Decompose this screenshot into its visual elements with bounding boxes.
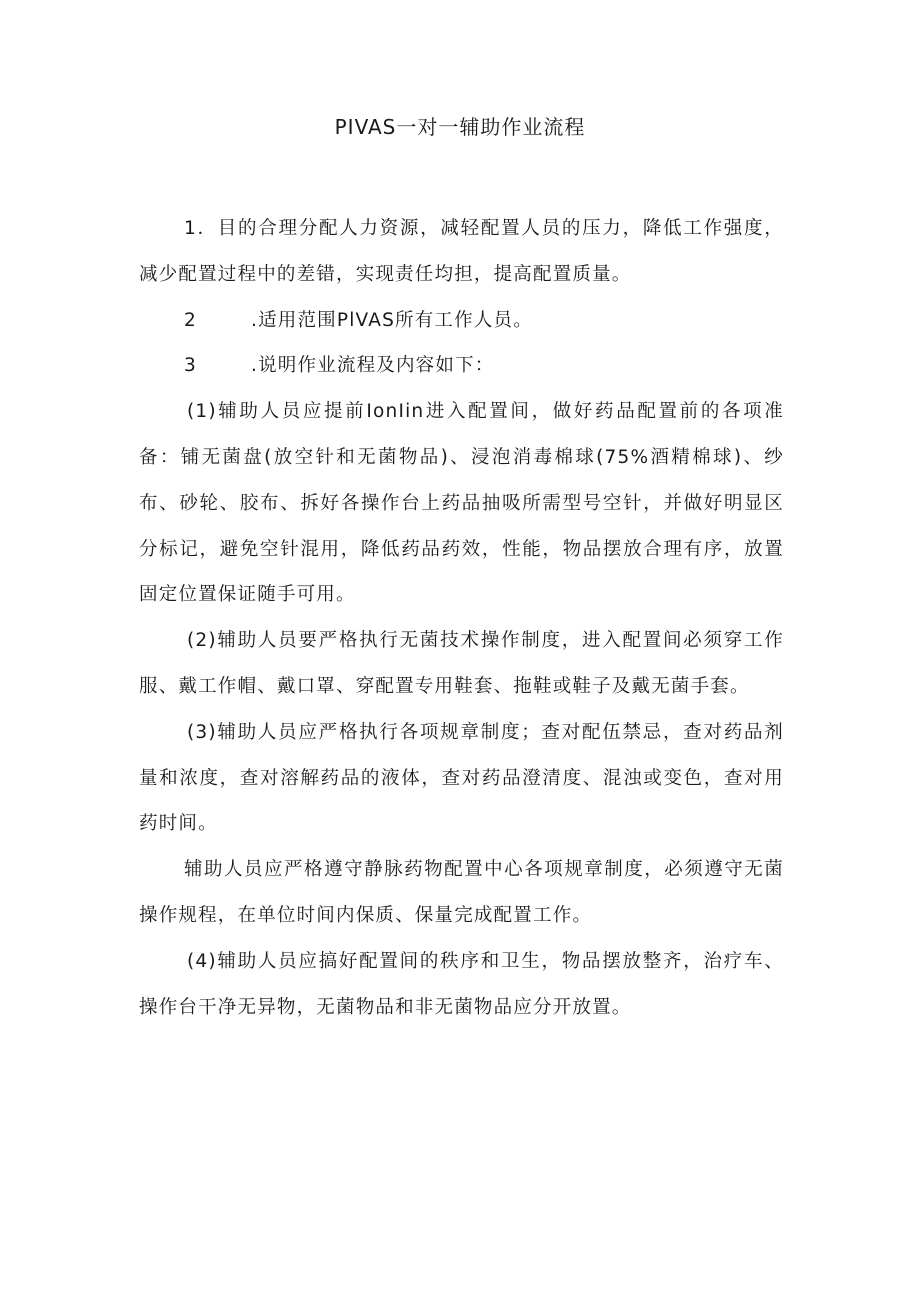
document-body: [139, 206, 784, 1030]
section-1-paragraph: 1．目的合理分配人力资源，减轻配置人员的压力，降低工作强度，减少配置过程中的差错，实现责任均担，提高配置质量。: [139, 218, 784, 285]
section-2-number: 2: [184, 309, 197, 331]
item-1-paragraph: (1)辅助人员应提前IonIin进入配置间，做好药品配置前的各项准备：铺无菌盘(放空针和无菌物品)、浸泡消毒棉球(75%酒精棉球)、纱布、砂轮、胶布、拆好各操作台上药品抽吸所需型号空针，并做好明显区分标记，避免空针混用，降低药品药效，性能，物品摆放合理有序，放置固定位置保证随手可用。: [139, 401, 784, 606]
section-3-number: 3: [184, 355, 197, 377]
section-3-paragraph: [139, 343, 784, 389]
section-2-text: .适用范围PlVAS所有工作人员。: [250, 309, 533, 331]
item-2-paragraph: (2)辅助人员要严格执行无菌技术操作制度，进入配置间必须穿工作服、戴工作帽、戴口罩、穿配置专用鞋套、拖鞋或鞋子及戴无菌手套。: [139, 630, 784, 697]
section-3-text: .说明作业流程及内容如下：: [250, 355, 495, 377]
document-title: PIVAS一对一辅助作业流程: [334, 115, 586, 139]
extra-paragraph: 辅助人员应严格遵守静脉药物配置中心各项规章制度，必须遵守无菌操作规程，在单位时间内保质、保量完成配置工作。: [139, 859, 784, 926]
item-3-paragraph: (3)辅助人员应严格执行各项规章制度；查对配伍禁忌，查对药品剂量和浓度，查对溶解药品的液体，查对药品澄清度、混浊或变色，查对用药时间。: [139, 721, 784, 835]
section-2-paragraph: [139, 298, 784, 344]
item-4-paragraph: (4)辅助人员应搞好配置间的秩序和卫生，物品摆放整齐，治疗车、操作台干净无异物，无菌物品和非无菌物品应分开放置。: [139, 950, 784, 1018]
